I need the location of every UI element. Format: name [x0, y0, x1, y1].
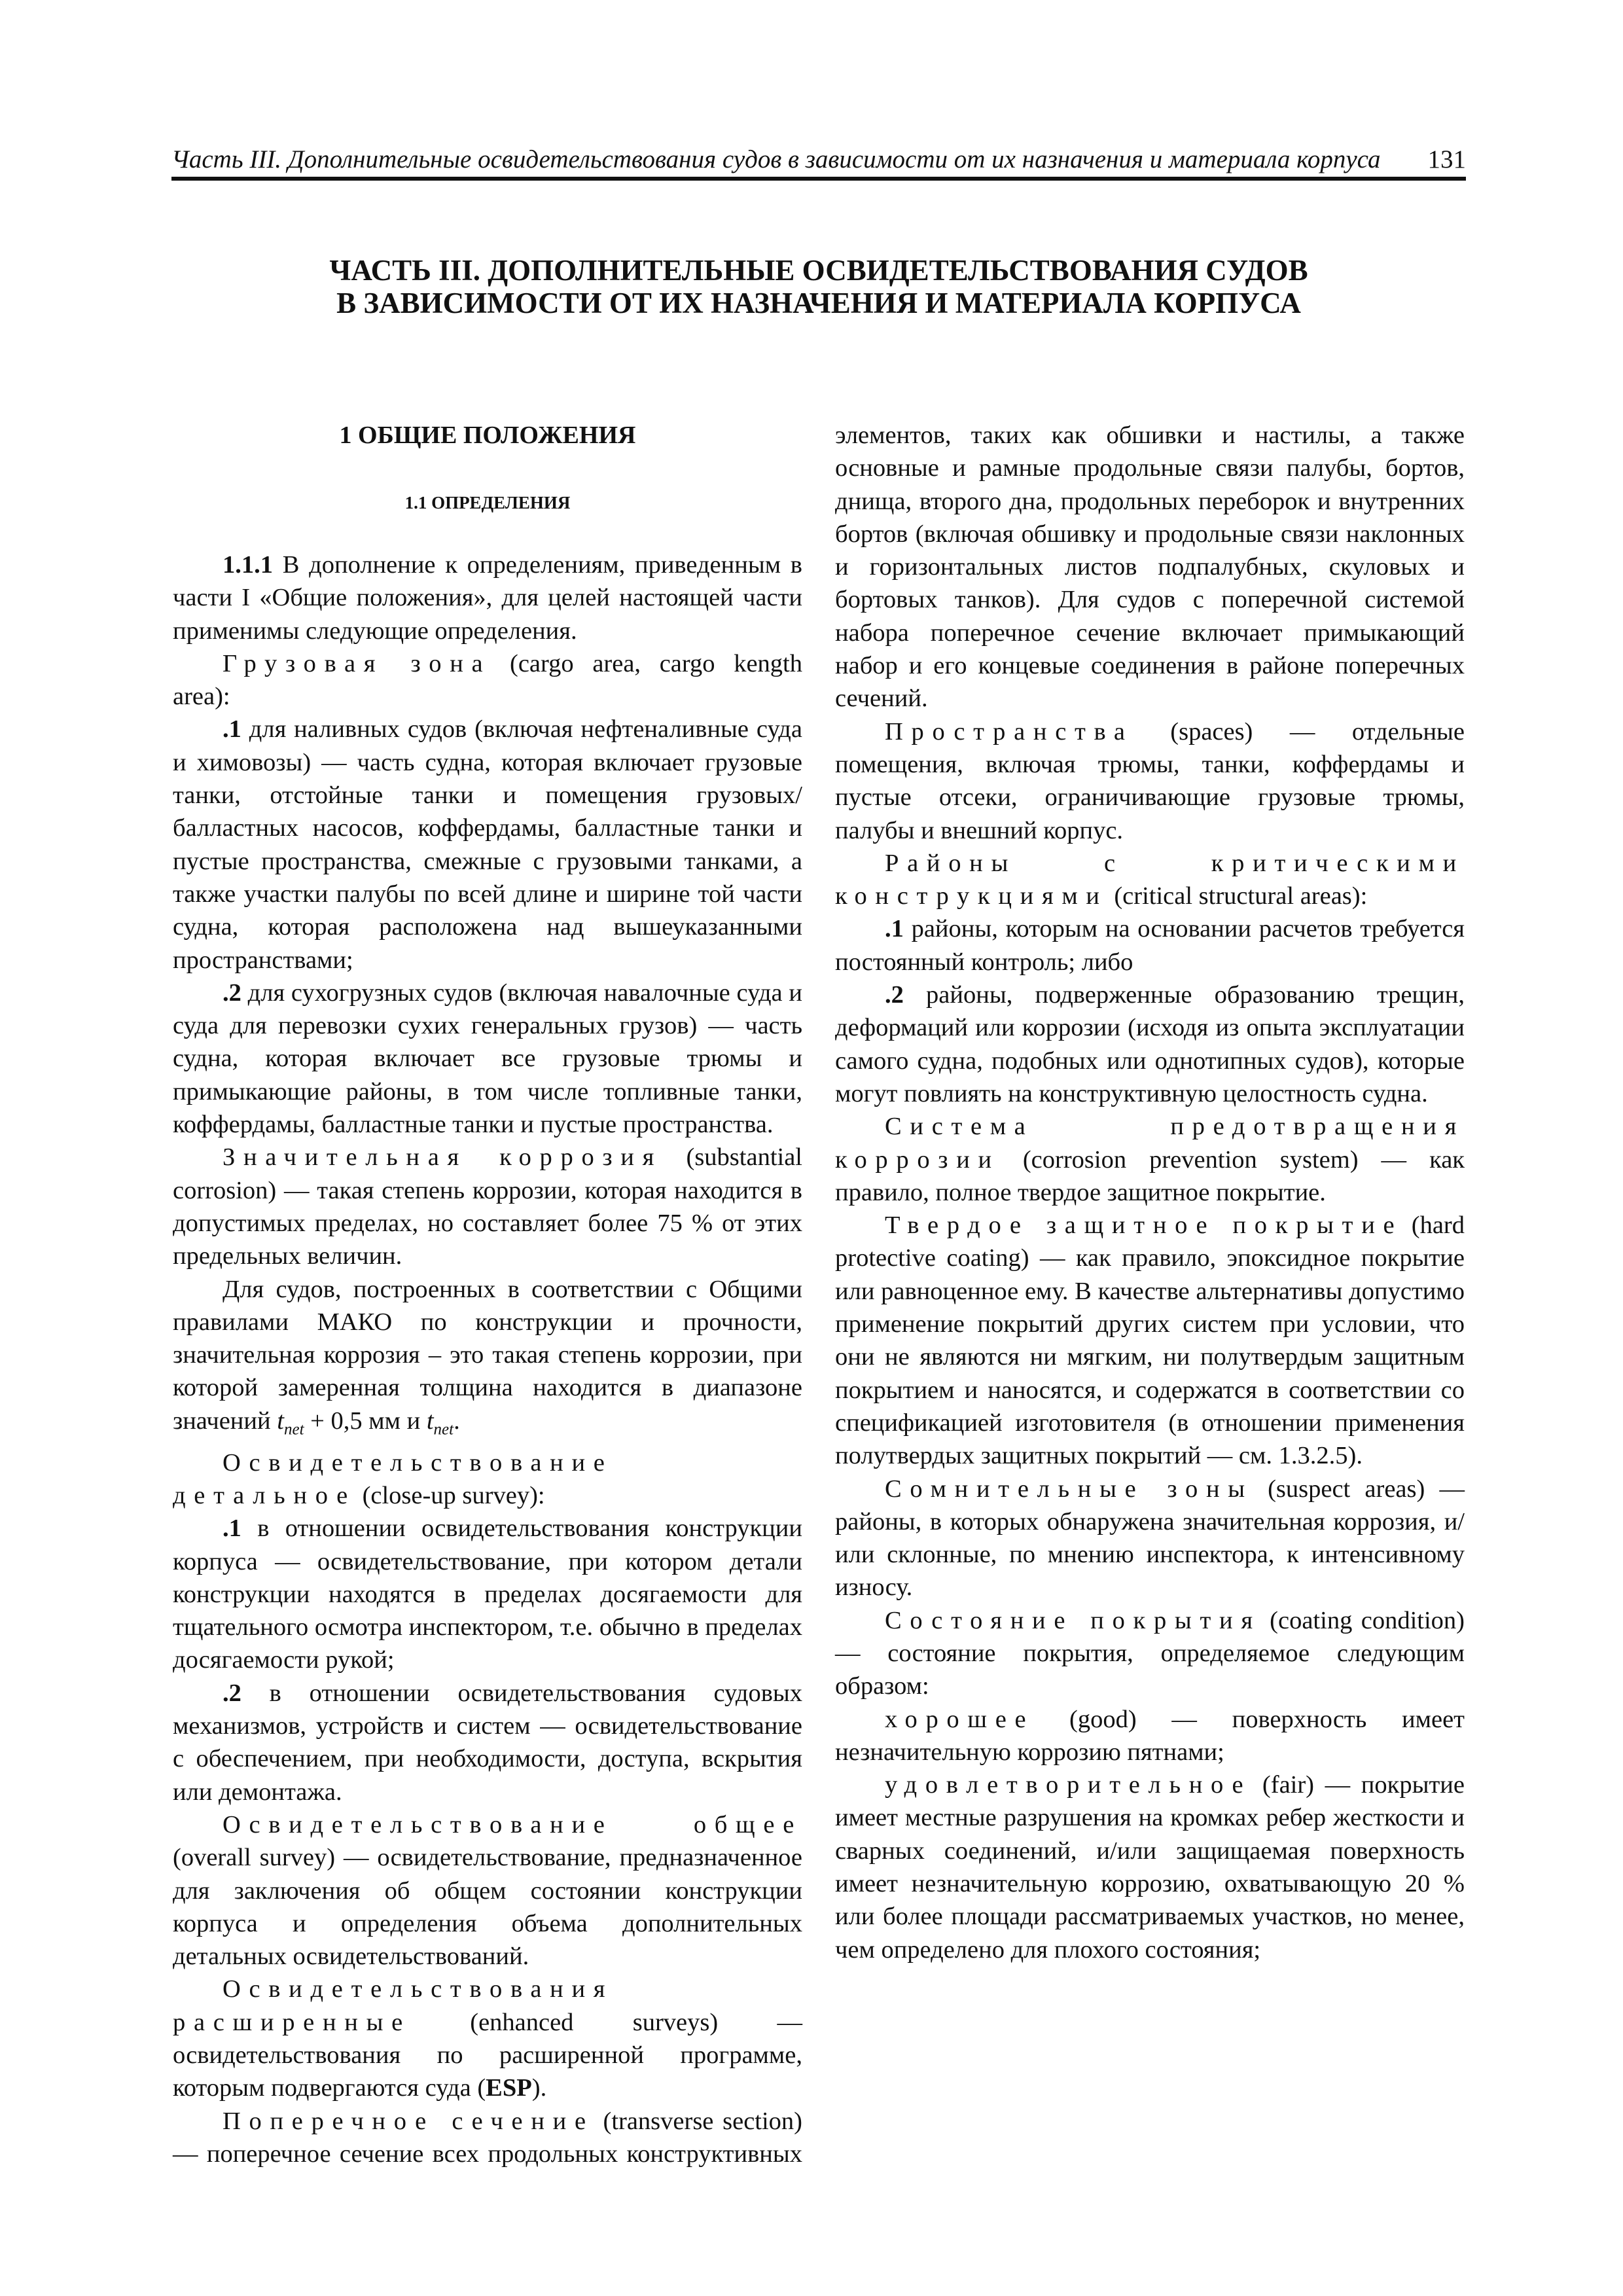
defined-term: Районы с критическими конструкциями	[835, 849, 1465, 910]
defined-term: хорошее	[885, 1705, 1035, 1733]
paragraph	[173, 977, 802, 1141]
bold-label: .2	[223, 1679, 241, 1707]
paragraph	[835, 978, 1465, 1110]
paragraph	[835, 847, 1465, 913]
math-var: t	[277, 1407, 284, 1435]
defined-term: Пространства	[885, 717, 1133, 745]
paragraph	[835, 1110, 1465, 1209]
bold-label: .1	[223, 1515, 241, 1543]
bold-label: .2	[223, 978, 241, 1007]
paragraph	[835, 1703, 1465, 1769]
text: для наливных судов (включая нефтеналивные суда и химовозы) — часть судна, которая включает грузовые танки, отстойные танки и помещения грузовых/балластных насосов, коффердамы, балластные танки и пустые пространства, смежные с грузовыми танками, а также участки палубы по всей длине и ширине той части судна, которая расположена над вышеуказанными пространствами;	[173, 715, 802, 974]
text: для сухогрузных судов (включая навалочные суда и суда для перевозки сухих генеральных грузов) — часть судна, которая включает все грузовые трюмы и примыкающие районы, в том числе топливные танки, коффердамы, балластные танки и пустые пространства.	[173, 978, 802, 1139]
paragraph	[835, 1768, 1465, 1966]
text: (enhanced surveys) — освидетельствования по расширенной программе, которым подвергаются суда (	[173, 2008, 802, 2102]
defined-term: Освидетельствование детальное	[173, 1448, 613, 1509]
bold-label: ESP	[486, 2074, 532, 2102]
defined-term: Система предотвращения коррозии	[835, 1113, 1465, 1174]
paragraph	[835, 419, 1465, 715]
defined-term: Поперечное сечение	[223, 2107, 594, 2135]
text: ).	[531, 2074, 547, 2102]
defined-term: Состояние покрытия	[885, 1606, 1261, 1634]
running-header	[171, 143, 1466, 174]
text: (hard protective coating) — как правило, эпоксидное покрытие или равноценное ему. В качестве альтернативы допустимо применение покрытий других систем при условии, что они не являются ни мягким, ни полутвердым защитным покрытием и наносятся, и содержатся в соответствии со спецификацией изготовителя (в отношении применения полутвердых защитных покрытий — см. 1.3.2.5).	[835, 1211, 1465, 1470]
math-subscript: net	[283, 1420, 304, 1439]
header-rule	[171, 177, 1466, 181]
bold-label: .1	[885, 915, 904, 943]
math-subscript: net	[433, 1420, 454, 1439]
defined-term: Освидетельствования расширенные	[173, 1975, 614, 2036]
text: (substantial corrosion) — такая степень коррозии, которая находится в допустимых пределах, но составляет более 75 % от этих предельных величин.	[173, 1143, 802, 1270]
text: в отношении освидетельствования судовых механизмов, устройств и систем — освидетельствование с обеспечением, при необходимости, доступа, вскрытия или демонтажа.	[173, 1679, 802, 1806]
text: + 0,5 мм и	[304, 1407, 427, 1435]
defined-term: Значительная коррозия	[223, 1143, 663, 1172]
paragraph	[173, 1512, 802, 1676]
bold-label: .2	[885, 981, 904, 1009]
math-symbol	[426, 1407, 454, 1439]
subsection-heading: 1.1 ОПРЕДЕЛЕНИЯ	[404, 493, 571, 512]
text: (good) — поверхность имеет незначительную коррозию пятнами;	[835, 1705, 1465, 1766]
paragraph	[173, 1973, 802, 2104]
text: В дополнение к определениям, приведенным в части I «Общие положения», для целей настоящей части применимы следующие определения.	[173, 551, 802, 645]
right-column	[835, 419, 1465, 1966]
text: (corrosion prevention system) — как правило, полное твердое защитное покрытие.	[835, 1145, 1465, 1206]
defined-term: Освидетельствование общее	[223, 1810, 802, 1839]
paragraph	[173, 713, 802, 976]
text: (cargo area, cargo kength area):	[173, 649, 802, 711]
text: элементов, таких как обшивки и настилы, а также основные и рамные продольные связи палубы, бортов, днища, второго дна, продольных переборок и внутренних бортов (включая обшивку и продольные связи наклонных и горизонтальных листов подпалубных, скуловых и бортовых танков). Для судов с поперечной системой набора поперечное сечение включает примыкающий набор и его концевые соединения в районе поперечных сечений.	[835, 422, 1465, 713]
text: (coating condition) — состояние покрытия, определяемое следующим образом:	[835, 1606, 1465, 1700]
left-column	[173, 419, 802, 2170]
text: (close-up survey):	[355, 1482, 545, 1509]
paragraph	[173, 2105, 802, 2171]
part-title-line-2: В ЗАВИСИМОСТИ ОТ ИХ НАЗНАЧЕНИЯ И МАТЕРИАЛА КОРПУСА	[336, 287, 1301, 319]
defined-term: Сомнительные зоны	[885, 1475, 1253, 1503]
paragraph	[173, 647, 802, 713]
text: (fair) — покрытие имеет местные разрушения на кромках ребер жесткости и сварных соединений, и/или защищаемая поверхность имеет незначительную коррозию, охватывающую 20 % или более площади рассматриваемых участков, но менее, чем определено для плохого состояния;	[835, 1771, 1465, 1964]
defined-term: Твердое защитное покрытие	[885, 1211, 1403, 1240]
paragraph	[173, 1446, 802, 1513]
text: .	[454, 1407, 460, 1435]
paragraph	[835, 1209, 1465, 1472]
text: Для судов, построенных в соответствии с Общими правилами МАКО по конструкции и прочности, значительная коррозия – это такая степень коррозии, при которой замеренная толщина находится в диапазоне значений	[173, 1275, 802, 1435]
text: (overall survey) — освидетельствование, предназначенное для заключения об общем состоянии конструкции корпуса и определения объема дополнительных детальных освидетельствований.	[173, 1844, 802, 1971]
bold-label: .1	[223, 715, 241, 744]
paragraph	[835, 1473, 1465, 1604]
paragraph	[173, 1141, 802, 1272]
text: (spaces) — отдельные помещения, включая трюмы, танки, коффердамы и пустые отсеки, ограничивающие грузовые трюмы, палубы и внешний корпус.	[835, 717, 1465, 844]
math-symbol	[277, 1407, 304, 1439]
section-heading: 1 ОБЩИЕ ПОЛОЖЕНИЯ	[339, 422, 636, 449]
paragraph	[835, 715, 1465, 847]
paragraph	[835, 1604, 1465, 1703]
paragraph	[173, 1808, 802, 1973]
text: в отношении освидетельствования конструкции корпуса — освидетельствование, при котором детали конструкции находятся в пределах досягаемости для тщательного осмотра инспектором, т.е. обычно в пределах досягаемости рукой;	[173, 1515, 802, 1674]
running-title: Часть III. Дополнительные освидетельствования судов в зависимости от их назначения и материала корпуса	[171, 145, 1381, 173]
part-title	[171, 254, 1466, 319]
text: (transverse section) — поперечное сечение всех продольных конструктивных	[173, 2107, 802, 2168]
paragraph	[835, 912, 1465, 978]
text: районы, подверженные образованию трещин, деформаций или коррозии (исходя из опыта эксплуатации самого судна, подобных или однотипных судов), которые могут повлиять на конструктивную целостность судна.	[835, 981, 1465, 1107]
paragraph	[173, 1677, 802, 1808]
text: (suspect areas) — районы, в которых обнаружена значительная коррозия, и/или склонные, по мнению инспектора, к интенсивному износу.	[835, 1475, 1465, 1602]
defined-term: удовлетворительное	[885, 1771, 1252, 1799]
text: районы, которым на основании расчетов требуется постоянный контроль; либо	[835, 915, 1465, 976]
paragraph	[173, 548, 802, 647]
part-title-line-1: ЧАСТЬ III. ДОПОЛНИТЕЛЬНЫЕ ОСВИДЕТЕЛЬСТВОВАНИЯ СУДОВ	[329, 254, 1308, 287]
text: (critical structural areas):	[1107, 882, 1368, 910]
math-var: t	[426, 1407, 434, 1435]
bold-label: 1.1.1	[223, 551, 273, 579]
defined-term: Грузовая зона	[223, 649, 491, 677]
page-number: 131	[1427, 145, 1466, 173]
paragraph	[173, 1273, 802, 1446]
